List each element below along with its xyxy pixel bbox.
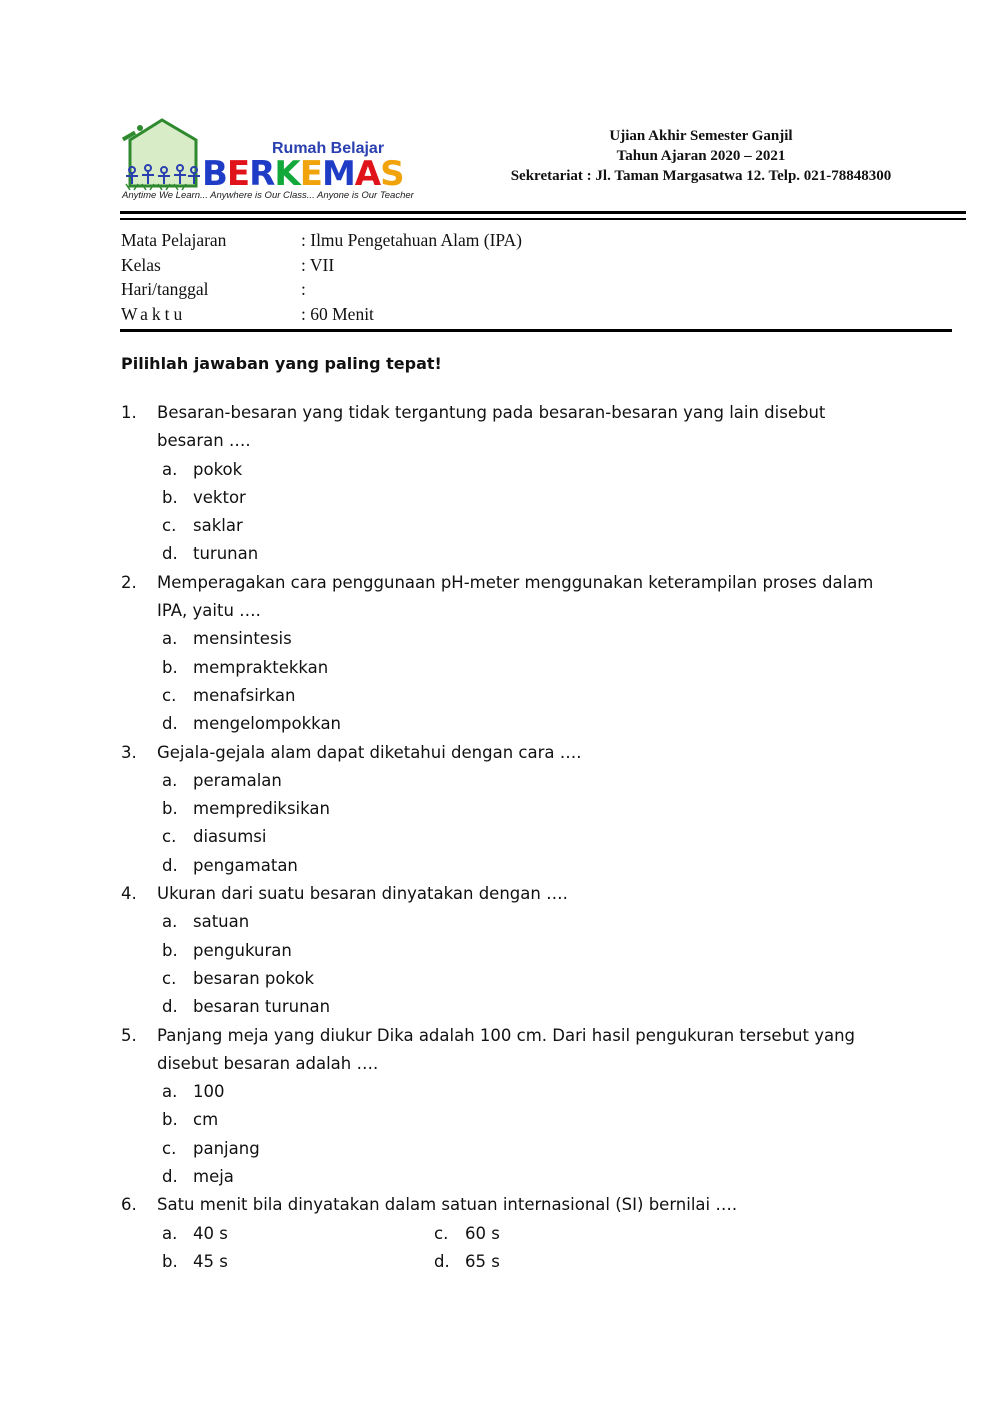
exam-secretariat: Sekretariat : Jl. Taman Margasatwa 12. Telp. 021-78848300 [510,168,892,184]
option-list [157,1220,881,1277]
question-text: Gejala-gejala alam dapat diketahui dengan cara …. [157,742,582,762]
question-body [157,880,881,1021]
answer-option[interactable] [157,456,881,484]
meta-value: : [301,279,306,299]
question-body [157,1022,881,1192]
question-text: Ukuran dari suatu besaran dinyatakan dengan …. [157,884,568,904]
meta-row [121,253,522,278]
question [121,880,881,1021]
question [121,569,881,739]
answer-option[interactable] [157,682,881,710]
option-text: diasumsi [193,827,267,847]
answer-option[interactable] [157,540,881,568]
option-text: 45 s [193,1251,228,1271]
logo-letter: A [354,154,381,194]
meta-row [121,302,522,327]
exam-year: Tahun Ajaran 2020 – 2021 [616,148,786,164]
option-letter: a. [162,1223,178,1243]
question-text: Satu menit bila dinyatakan dalam satuan internasional (SI) bernilai …. [157,1195,738,1215]
question-number: 1. [121,403,137,422]
logo-title: Rumah Belajar [272,140,385,157]
answer-option[interactable] [157,710,881,738]
meta-value: : 60 Menit [301,303,374,324]
answer-option[interactable] [157,823,881,851]
logo-letter: S [380,154,404,194]
answer-option[interactable] [157,625,881,653]
question-body [157,399,881,569]
meta-label: Waktu [121,303,187,324]
option-text: mempraktekkan [193,657,329,677]
option-letter: b. [162,940,178,960]
meta-label: Kelas [121,254,161,275]
instruction: Pilihlah jawaban yang paling tepat! [121,354,442,373]
exam-meta [121,228,522,326]
option-text: pokok [193,459,243,479]
option-letter: c. [162,685,177,705]
option-text: cm [193,1110,219,1130]
question-list [121,399,881,1276]
exam-title: Ujian Akhir Semester Ganjil [609,128,793,144]
question [121,399,881,569]
option-letter: c. [162,968,177,988]
option-letter: b. [162,1110,178,1130]
header-divider [120,211,966,214]
logo-tagline: Anytime We Learn... Anywhere is Our Class... Anyone is Our Teacher [122,190,414,201]
option-list [157,625,881,738]
answer-option[interactable] [157,1163,881,1191]
meta-label: Mata Pelajaran [121,230,227,250]
question [121,1022,881,1192]
option-text: turunan [193,544,259,564]
option-letter: d. [162,544,178,564]
meta-divider [120,329,952,332]
option-letter: a. [162,1082,178,1102]
question [121,1191,881,1276]
option-text: panjang [193,1138,260,1158]
option-list [157,908,881,1021]
logo-letter: E [226,154,250,194]
answer-option[interactable] [157,852,881,880]
answer-option[interactable] [157,993,881,1021]
option-text: 60 s [465,1223,500,1243]
option-text: pengukuran [193,940,292,960]
question-text: Memperagakan cara penggunaan pH-meter menggunakan keterampilan proses dalam IPA, yaitu …. [157,572,874,621]
option-list [157,1078,881,1191]
option-text: 40 s [193,1223,228,1243]
question-number: 4. [121,884,137,904]
answer-option[interactable] [157,484,881,512]
answer-option[interactable] [157,512,881,540]
option-letter: a. [162,912,178,932]
meta-value: : VII [301,254,335,275]
option-letter: b. [162,657,178,677]
option-list [157,767,881,880]
answer-option[interactable] [157,1135,881,1163]
option-text: mengelompokkan [193,714,342,734]
option-text: mensintesis [193,629,292,649]
logo-letter: B [202,154,227,194]
question-number: 6. [121,1195,137,1215]
option-letter: d. [162,1167,178,1187]
option-letter: d. [162,714,178,734]
option-letter: d. [434,1251,450,1271]
option-text: vektor [193,487,246,507]
option-text: menafsirkan [193,685,296,705]
answer-option[interactable] [157,1248,429,1276]
question-body [157,1191,881,1276]
exam-info [470,126,932,186]
logo-letter: E [299,154,322,194]
question-text: Besaran-besaran yang tidak tergantung pada besaran-besaran yang lain disebut besaran …. [157,403,826,451]
option-letter: b. [162,799,178,819]
option-letter: c. [162,827,177,847]
answer-option[interactable] [157,795,881,823]
logo-letter: K [274,154,300,194]
question-text: Panjang meja yang diukur Dika adalah 100 cm. Dari hasil pengukuran tersebut yang disebut besaran adalah …. [157,1025,856,1073]
option-text: 100 [193,1082,225,1102]
option-letter: c. [162,516,177,536]
school-logo [120,118,414,206]
header-divider-thin [120,218,966,220]
answer-option[interactable] [157,1078,881,1106]
option-letter: d. [162,997,178,1017]
option-letter: c. [162,1138,177,1158]
option-letter: d. [162,855,178,875]
option-text: pengamatan [193,855,298,875]
meta-row [121,228,522,253]
question-number: 5. [121,1025,137,1045]
answer-option[interactable] [157,654,881,682]
question-body [157,569,881,739]
answer-option[interactable] [429,1248,669,1276]
option-text: besaran turunan [193,997,331,1017]
option-list [157,456,881,569]
answer-option[interactable] [157,1220,429,1248]
logo-brand [202,154,404,194]
option-letter: b. [162,1251,178,1271]
option-text: peramalan [193,770,282,790]
meta-row [121,277,522,302]
question-number: 2. [121,572,137,592]
question-number: 3. [121,742,137,762]
option-text: saklar [193,516,243,536]
option-text: satuan [193,912,250,932]
option-letter: a. [162,770,178,790]
logo-letter: R [249,154,275,194]
option-text: meja [193,1167,234,1187]
answer-option[interactable] [157,1106,881,1134]
option-letter: b. [162,487,178,507]
meta-value: : Ilmu Pengetahuan Alam (IPA) [301,230,522,250]
answer-option[interactable] [157,767,881,795]
question-body [157,739,881,880]
answer-option[interactable] [157,937,881,965]
answer-option[interactable] [429,1220,669,1248]
option-letter: a. [162,629,178,649]
question [121,739,881,880]
option-text: besaran pokok [193,968,315,988]
option-letter: a. [162,459,178,479]
answer-option[interactable] [157,908,881,936]
logo-letter: M [321,154,355,194]
option-text: 65 s [465,1251,500,1271]
meta-label: Hari/tanggal [121,279,209,299]
answer-option[interactable] [157,965,881,993]
option-text: memprediksikan [193,799,330,819]
option-letter: c. [434,1223,449,1243]
